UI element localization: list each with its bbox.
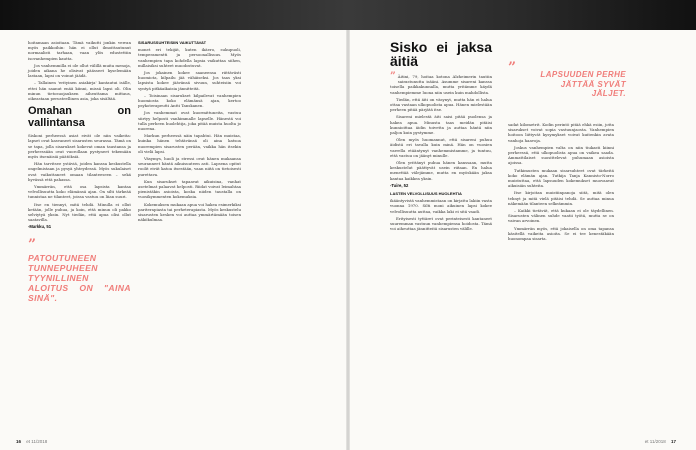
lead-in: LASTEN VELVOLLISUUS HUOLEHTIA: [390, 191, 462, 197]
pull-quote-block: [508, 60, 626, 122]
paragraph: Tutkimusten mukaan sisarsuhteet ovat tärkeitä koko elämän ajan. Tutkija Tanja Kannisto-Norro muistuttaa, että lapsuuden kokemukset muovaavat aikuisiän suhteita.: [508, 167, 614, 189]
paragraph: ikääntyvistä vanhemmistaan on kirjattu lakiin vasta vuonna 1970. Silti moni aikuinen lapsi kokee velvollisuutta auttaa, vaikka laki ei sitä vaadi.: [390, 198, 492, 214]
quote-mark-icon: ”: [28, 236, 37, 253]
paragraph: – Kaikki tietävät, että kukaan ei ole täydellinen. Sisarusten välinen suhde vaatii työtä, mutta se on vaivan arvoinen.: [508, 208, 614, 224]
right-column-2: [508, 40, 626, 243]
paragraph: Tiedän, että äiti on väsynyt, mutta hän ei halua ottaa vastaan ulkopuolista apua. Hänen mielestään perheen pitää pärjätä itse.: [390, 96, 492, 113]
paragraph: Itse kirjoitan muistiinpanoja siitä, mitä olen tehnyt ja mitä vielä pitäisi tehdä. Se auttaa minua näkemään tilanteen selkeämmin.: [508, 190, 614, 206]
quote-mark-icon: ”: [390, 71, 396, 82]
paragraph: – Tallainen 'erityinen asiakirja' kantautui isälle, ettei hän saanut enää kiinni, missä lapsi oli. Olin minun tietosuojauksen aiheuttama mittaus, oikeastaan perusteellinen asia, joka sisältää.: [28, 80, 131, 102]
paragraph: Jos jokainen kokee saaneensa riittävästi huomiota, kilpailu jää vähäiseksi. Jos taas yksi lapsista kokee jäävänsä sivuun, suhteisiin voi syntyä pitkäaikaisia jännitteitä.: [138, 70, 241, 91]
paragraph: sadat kilometrit. Kodin perintö pitää ehkä esiin, jotta sisarukset voivat sopia vastuunjaosta. Vanhempien hoitoon liittyvät kysymykset voivat kuitenkin avata vanhoja haavoja.: [508, 122, 614, 143]
section-heading: Omahan on vallintansa: [28, 105, 131, 130]
paragraph: Olen myös huomannut, että sisareni puhuu äidistä eri tavalla kuin minä. Hän on vuosien varrella etääntynyt vanhemmistamme, ja tuntuu, että vastuu on jäänyt minulle.: [390, 137, 492, 158]
paragraph: monet eri tekijät, kuten ikäero, sukupuoli, temperamentti ja persoonallisuus. Myös vanhempien tapa kohdella lapsia vaikuttaa siihen, millaisiksi suhteet muodostuvat.: [138, 47, 241, 68]
paragraph: Sisareni mielestä äiti saisi pitää puolensa ja hakea apua. Minusta taas meidän pitäisi kunnioittaa äidin toivetta ja auttaa häntä niin paljon kuin pystymme.: [390, 114, 492, 136]
left-column-2: [138, 40, 241, 225]
paragraph: Kun sisarukset tapaavat aikuisina, vanhat asetelmat palaavat helposti. Riidat voivat leimahtaa pienistäkin asioista, koska niiden taustalla on vuosikymmenten kokemuksia.: [138, 178, 241, 200]
paragraph: hoitamaan asioitaan. Tämä vaikutti jonkin verran myös paikkoihin: hän ei ollut ilmoittautunut normaalisti tarhaan, vaan ylös edustettiin isovanhempien kautta.: [28, 40, 131, 61]
signature: -Markku, 51: [28, 224, 52, 230]
paragraph: Joskus vanhempien valta on niin tiukasti kiinni perheessä, että ulkopuolista apua on vaikea saada. Ammattilaiset suosittelevat puhumaan asioista ajoissa.: [508, 144, 614, 166]
background-photo: [0, 0, 696, 30]
paragraph: Jos vanhemmat ovat kuormittuneita, vastuu siirtyy helposti vanhimmalle lapselle. Hänestä voi tulla perheen huolehtija, joka pitää muista huolta jo nuorena.: [138, 110, 241, 132]
paragraph: Itse en tiennyt, mitä tehdä. Minulla ei ollut ketään, jolle puhua, ja koin, että minun oli pakko selviytyä yksin. Nyt tiedän, että apua olisi ollut saatavilla.: [28, 201, 131, 223]
spine-gutter: [346, 30, 350, 450]
pull-quote: PATOUTUNEEN TUNNEPUHEEN TYYNILLINEN ALOITUS ON "AINA SINÄ".: [28, 252, 131, 303]
lead-in: SISARUSSUHTEISIIN VAIKUTTAVAT: [138, 40, 207, 45]
page-number: 16: [16, 439, 22, 444]
issue-label: et 11/2018: [26, 439, 48, 444]
pull-quote-block: [28, 236, 131, 303]
paragraph: – Toisinaan sisarukset kilpailevat vanhempien huomiosta koko elämänsä ajan, kertoo psykoterapeutti Antti Tanskanen.: [138, 92, 241, 109]
paragraph: Kokemuksen mukaan apua voi hakea esimerkiksi pariterapiasta tai perheterapiasta. Myös keskustelu sisarusten kesken voi auttaa ymmärtämään toisen näkökulmaa.: [138, 201, 241, 223]
paragraph: Väsymys, huoli ja stressi ovat hänen mukaansa seuranneet häntä aikuisuuteen asti. Lapsena opitut roolit eivät katoa itsestään, vaan niitä on tietoisesti purettava.: [138, 156, 241, 177]
paragraph: Erityisesti tyttäret ovat perinteisesti kantaneet suuremman vastuun vanhempiensa hoidosta. Tämä voi aiheuttaa jännitteitä sisarusten välille.: [390, 215, 492, 232]
page-number: 17: [670, 439, 676, 444]
paragraph: Jos vanhemmilla ei ole ollut välillä muita menoja, joiden aikana he olisivat päässeet kyselemään lastaan, lapsi on voinut jäädä.: [28, 62, 131, 79]
quote-mark-icon: ”: [508, 60, 517, 76]
footer-left: [16, 439, 47, 444]
right-page: [348, 30, 696, 450]
pull-quote: LAPSUUDEN PERHE JÄTTÄÄ SYVÄT JÄLJET.: [540, 70, 626, 98]
paragraph: Siskoni perheessä asiat eivät ole niin vaikeita: lapset ovat kasvaneet sisarusten seurassa. Tämä on se tapa, jolla sisarukset kokevat oman taustansa ja perheessään ovat vuorollaan pystyneet tekemään myös itsenäisiä päätöksiä.: [28, 133, 131, 160]
paragraph: Hän tarvitsee ystäviä, joiden kanssa keskustella ongelmistaan ja pysyä yhteydessä. Myös sukulaiset ovat vaikuttaneet omaan tilanteeseen – sekä hyvässä että pahassa.: [28, 161, 131, 182]
paragraph: Olen yrittänyt puhua hänen kanssaan, mutta keskustelut päättyvät usein riitaan. En halua menettää välejämme, mutta en myöskään jaksa kantaa kaikkea yksin.: [390, 160, 492, 181]
footer-right: [645, 439, 680, 444]
paragraph: Ymmärrän myös, että jokaisella on oma tapansa käsitellä vaikeita asioita. Se ei tee kenestäkään huonompaa sisarta.: [508, 225, 614, 242]
issue-label: et 11/2018: [644, 439, 666, 444]
paragraph: Markun perheessä näin tapahtui. Hän muistaa, kuinka hänen tehtävänsä oli aina katsoa nuorempien sisarusten perään, vaikka hän itsekin oli vielä lapsi.: [138, 133, 241, 154]
right-column-1: [390, 40, 492, 233]
paragraph: Ymmärrän, että osa lapsista kantaa velvollisuutta koko elämänsä ajan. On silti tärkeää tunnistaa ne tilanteet, joissa vastuu on liian suuri.: [28, 184, 131, 200]
left-column-1: [28, 40, 131, 303]
signature: -Tuire, 52: [390, 182, 409, 188]
article-heading: Sisko ei jaksa äitiä: [390, 39, 492, 69]
left-page: [0, 30, 348, 450]
paragraph: Äitini, 79, hoitaa kotona Alzheimerin tautiin sairastunutta isääni. Asumme sisareni kanssa toisella paikkakunnalla, mutta yritämme käydä vanhempiemme luona niin usein kuin mahdollista.: [390, 74, 492, 95]
